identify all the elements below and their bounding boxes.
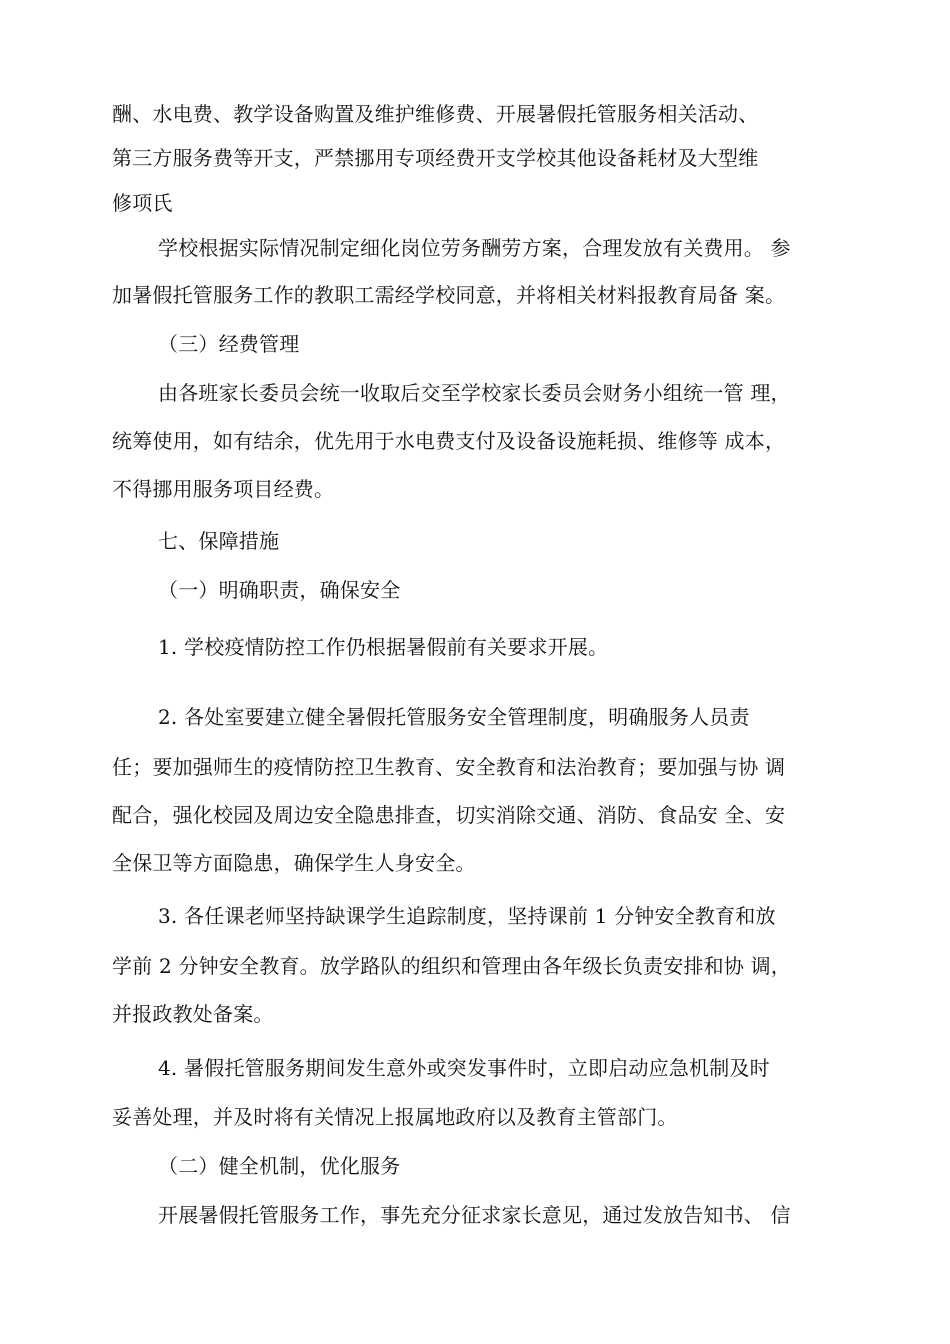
paragraph-first-line: 由各班家长委员会统一收取后交至学校家长委员会财务小组统一管 理， — [158, 381, 791, 405]
paragraph-first-line: 学校根据实际情况制定细化岗位劳务酬劳方案，合理发放有关费用。 参 — [158, 236, 791, 260]
text-line: 加暑假托管服务工作的教职工需经学校同意，并将相关材料报教育局备 案。 — [112, 283, 786, 307]
text-line: 妥善处理，并及时将有关情况上报属地政府以及教育主管部门。 — [112, 1105, 678, 1129]
section-heading: （三）经费管理 — [158, 332, 300, 356]
text-line: 统筹使用，如有结余，优先用于水电费支付及设备设施耗损、维修等 成本， — [112, 429, 786, 453]
text-line: 第三方服务费等开支，严禁挪用专项经费开支学校其他设备耗材及大型维 — [112, 146, 759, 170]
text-line: 酬、水电费、教学设备购置及维护维修费、开展暑假托管服务相关活动、 — [112, 102, 759, 126]
section-heading: 七、保障措施 — [158, 529, 280, 553]
text-line: 修项氏 — [112, 191, 173, 215]
paragraph-first-line: 开展暑假托管服务工作，事先充分征求家长意见，通过发放告知书、 信 — [158, 1203, 791, 1227]
list-item: 3. 各任课老师坚持缺课学生追踪制度，坚持课前 1 分钟安全教育和放 — [158, 904, 776, 928]
list-item: 2. 各处室要建立健全暑假托管服务安全管理制度，明确服务人员责 — [158, 705, 750, 729]
text-line: 并报政教处备案。 — [112, 1002, 274, 1026]
text-line: 学前 2 分钟安全教育。放学路队的组织和管理由各年级长负责安排和协 调， — [112, 954, 791, 978]
list-item: 4. 暑假托管服务期间发生意外或突发事件时，立即启动应急机制及时 — [158, 1056, 770, 1080]
subsection-heading: （二）健全机制，优化服务 — [158, 1154, 401, 1178]
text-line: 全保卫等方面隐患，确保学生人身安全。 — [112, 851, 476, 875]
text-line: 任；要加强师生的疫情防控卫生教育、安全教育和法治教育；要加强与协 调 — [112, 755, 786, 779]
subsection-heading: （一）明确职责，确保安全 — [158, 578, 401, 602]
list-item: 1. 学校疫情防控工作仍根据暑假前有关要求开展。 — [158, 635, 609, 659]
text-line: 不得挪用服务项目经费。 — [112, 477, 335, 501]
text-line: 配合，强化校园及周边安全隐患排查，切实消除交通、消防、食品安 全、安 — [112, 803, 786, 827]
